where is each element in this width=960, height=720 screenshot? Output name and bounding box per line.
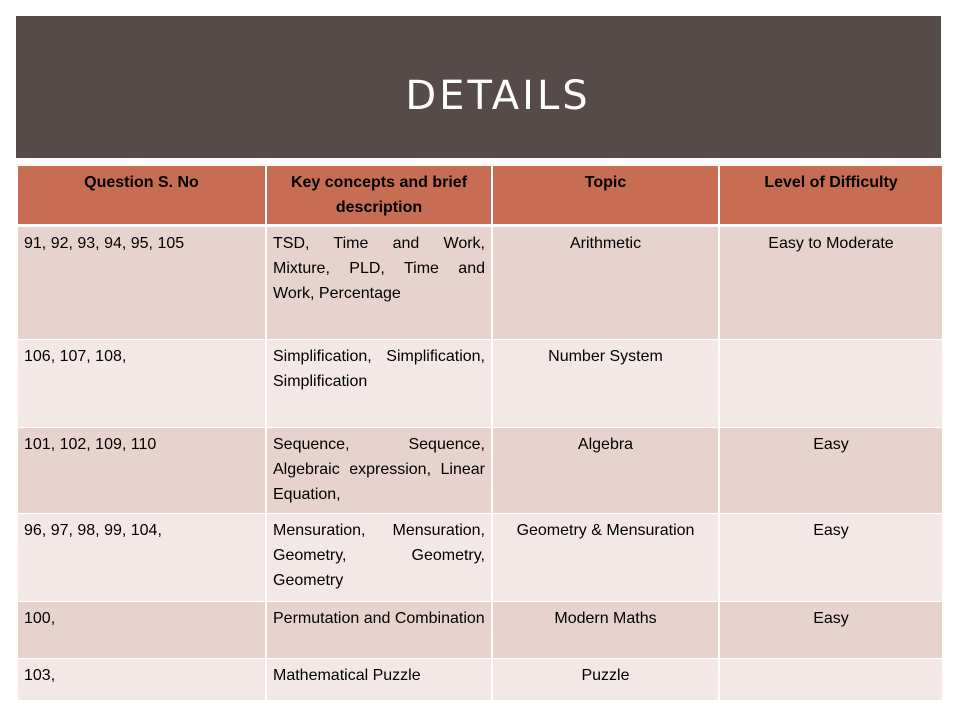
question-cell: 103, bbox=[17, 659, 266, 701]
topic-cell: Modern Maths bbox=[492, 602, 719, 659]
topic-cell: Number System bbox=[492, 340, 719, 428]
topic-cell: Algebra bbox=[492, 428, 719, 514]
difficulty-cell: Easy bbox=[719, 428, 943, 514]
difficulty-cell: Easy to Moderate bbox=[719, 226, 943, 340]
difficulty-cell bbox=[719, 659, 943, 701]
table-row bbox=[17, 226, 943, 340]
table-row bbox=[17, 514, 943, 602]
table-row bbox=[17, 428, 943, 514]
topic-cell: Puzzle bbox=[492, 659, 719, 701]
key-concepts-cell: Simplification, Simplification, Simplification bbox=[266, 340, 492, 428]
question-cell: 100, bbox=[17, 602, 266, 659]
column-header-question: Question S. No bbox=[17, 166, 266, 226]
difficulty-cell: Easy bbox=[719, 514, 943, 602]
table-row bbox=[17, 340, 943, 428]
page-title: DETAILS bbox=[405, 73, 591, 119]
key-concepts-cell: TSD, Time and Work, Mixture, PLD, Time and Work, Percentage bbox=[266, 226, 492, 340]
question-cell: 96, 97, 98, 99, 104, bbox=[17, 514, 266, 602]
table-row bbox=[17, 659, 943, 701]
key-concepts-cell: Permutation and Combination bbox=[266, 602, 492, 659]
question-cell: 101, 102, 109, 110 bbox=[17, 428, 266, 514]
table-header-row bbox=[17, 166, 943, 226]
column-header-difficulty: Level of Difficulty bbox=[719, 166, 943, 226]
difficulty-cell: Easy bbox=[719, 602, 943, 659]
table-row bbox=[17, 602, 943, 659]
key-concepts-cell: Mathematical Puzzle bbox=[266, 659, 492, 701]
question-cell: 106, 107, 108, bbox=[17, 340, 266, 428]
topic-cell: Arithmetic bbox=[492, 226, 719, 340]
details-table bbox=[16, 166, 944, 701]
question-cell: 91, 92, 93, 94, 95, 105 bbox=[17, 226, 266, 340]
difficulty-cell bbox=[719, 340, 943, 428]
key-concepts-cell: Mensuration, Mensuration, Geometry, Geometry, Geometry bbox=[266, 514, 492, 602]
topic-cell: Geometry & Mensuration bbox=[492, 514, 719, 602]
column-header-key-concepts: Key concepts and brief description bbox=[266, 166, 492, 226]
key-concepts-cell: Sequence, Sequence, Algebraic expression, Linear Equation, bbox=[266, 428, 492, 514]
column-header-topic: Topic bbox=[492, 166, 719, 226]
